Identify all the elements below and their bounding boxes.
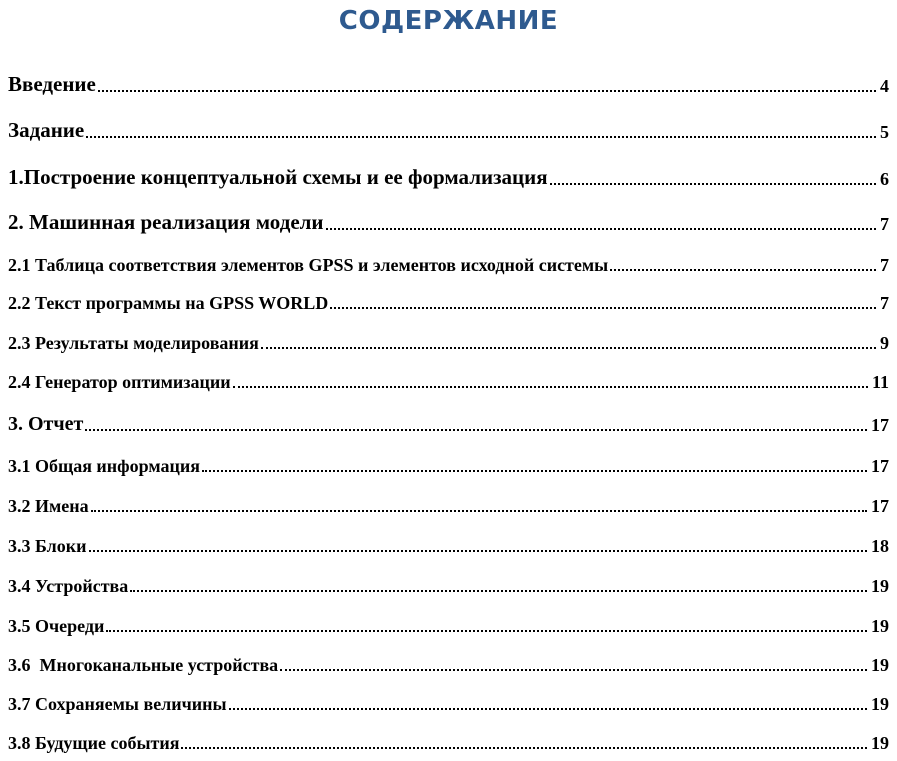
toc-entry-section-3-3[interactable] xyxy=(8,536,889,557)
toc-entry-page: 6 xyxy=(880,169,889,189)
toc-entry-page: 17 xyxy=(871,415,889,435)
toc-entry-section-3[interactable] xyxy=(8,413,889,436)
dot-leader xyxy=(550,183,876,185)
toc-entry-label: 2.4 Генератор оптимизации xyxy=(8,372,231,392)
dot-leader xyxy=(330,307,876,309)
toc-entry-label: 3.5 Очереди xyxy=(8,616,105,636)
toc-entry-page: 19 xyxy=(871,616,889,636)
dot-leader xyxy=(229,708,867,710)
dot-leader xyxy=(280,669,867,671)
toc-entry-label: 3.8 Будущие события xyxy=(8,733,180,753)
toc-entry-label: 3. Отчет xyxy=(8,413,84,435)
toc-entry-page: 4 xyxy=(880,76,889,96)
dot-leader xyxy=(86,136,876,138)
toc-entry-label: 2.1 Таблица соответствия элементов GPSS и элементов исходной системы xyxy=(8,255,609,275)
toc-entry-label: 2. Машинная реализация модели xyxy=(8,210,324,234)
dot-leader xyxy=(91,510,867,512)
toc-entry-label: 1.Построение концептуальной схемы и ее формализация xyxy=(8,165,548,189)
toc-entry-label: 3.4 Устройства xyxy=(8,576,129,596)
toc-entry-section-2[interactable] xyxy=(8,210,889,235)
toc-entry-task[interactable] xyxy=(8,118,889,143)
toc-entry-section-3-5[interactable] xyxy=(8,616,889,637)
toc-entry-label: 2.3 Результаты моделирования xyxy=(8,333,259,353)
page-title: СОДЕРЖАНИЕ xyxy=(338,6,559,36)
toc-entry-section-3-7[interactable] xyxy=(8,694,889,715)
toc-entry-section-3-2[interactable] xyxy=(8,496,889,517)
dot-leader xyxy=(261,347,876,349)
toc-entry-section-2-3[interactable] xyxy=(8,333,889,354)
dot-leader xyxy=(130,590,867,592)
toc-entry-label: Введение xyxy=(8,72,96,96)
toc-entry-label: Задание xyxy=(8,118,85,142)
toc-entry-page: 19 xyxy=(871,733,889,753)
toc-entry-label: 3.7 Сохраняемы величины xyxy=(8,694,227,714)
toc-entry-section-3-8[interactable] xyxy=(8,733,889,754)
toc-entry-page: 9 xyxy=(880,333,889,353)
toc-entry-page: 19 xyxy=(871,576,889,596)
dot-leader xyxy=(85,429,867,431)
dot-leader xyxy=(98,90,876,92)
dot-leader xyxy=(89,550,867,552)
toc-entry-page: 7 xyxy=(880,293,889,313)
toc-entry-section-3-6[interactable] xyxy=(8,655,889,676)
toc-entry-label: 2.2 Текст программы на GPSS WORLD xyxy=(8,293,329,313)
toc-entry-page: 19 xyxy=(871,655,889,675)
toc-entry-page: 18 xyxy=(871,536,889,556)
toc-entry-section-2-4[interactable] xyxy=(8,372,889,393)
toc-entry-section-2-2[interactable] xyxy=(8,293,889,314)
toc-entry-page: 17 xyxy=(871,496,889,516)
toc-entry-page: 7 xyxy=(880,255,889,275)
toc-entry-label: 3.3 Блоки xyxy=(8,536,87,556)
toc-entry-section-3-4[interactable] xyxy=(8,576,889,597)
toc-entry-page: 19 xyxy=(871,694,889,714)
toc-entry-label: 3.2 Имена xyxy=(8,496,89,516)
toc-entry-page: 7 xyxy=(880,214,889,234)
toc-entry-page: 11 xyxy=(871,372,889,392)
dot-leader xyxy=(233,386,868,388)
dot-leader xyxy=(106,630,867,632)
dot-leader xyxy=(610,269,876,271)
toc-entry-section-1[interactable] xyxy=(8,165,889,190)
toc-entry-section-3-1[interactable] xyxy=(8,456,889,477)
toc-entry-page: 5 xyxy=(880,122,889,142)
toc-entry-page: 17 xyxy=(871,456,889,476)
dot-leader xyxy=(202,470,867,472)
toc-entry-label: 3.1 Общая информация xyxy=(8,456,200,476)
toc-entry-introduction[interactable] xyxy=(8,72,889,97)
dot-leader xyxy=(326,228,876,230)
dot-leader xyxy=(181,747,867,749)
toc-entry-label: 3.6 Многоканальные устройства xyxy=(8,655,279,675)
toc-entry-section-2-1[interactable] xyxy=(8,255,889,276)
